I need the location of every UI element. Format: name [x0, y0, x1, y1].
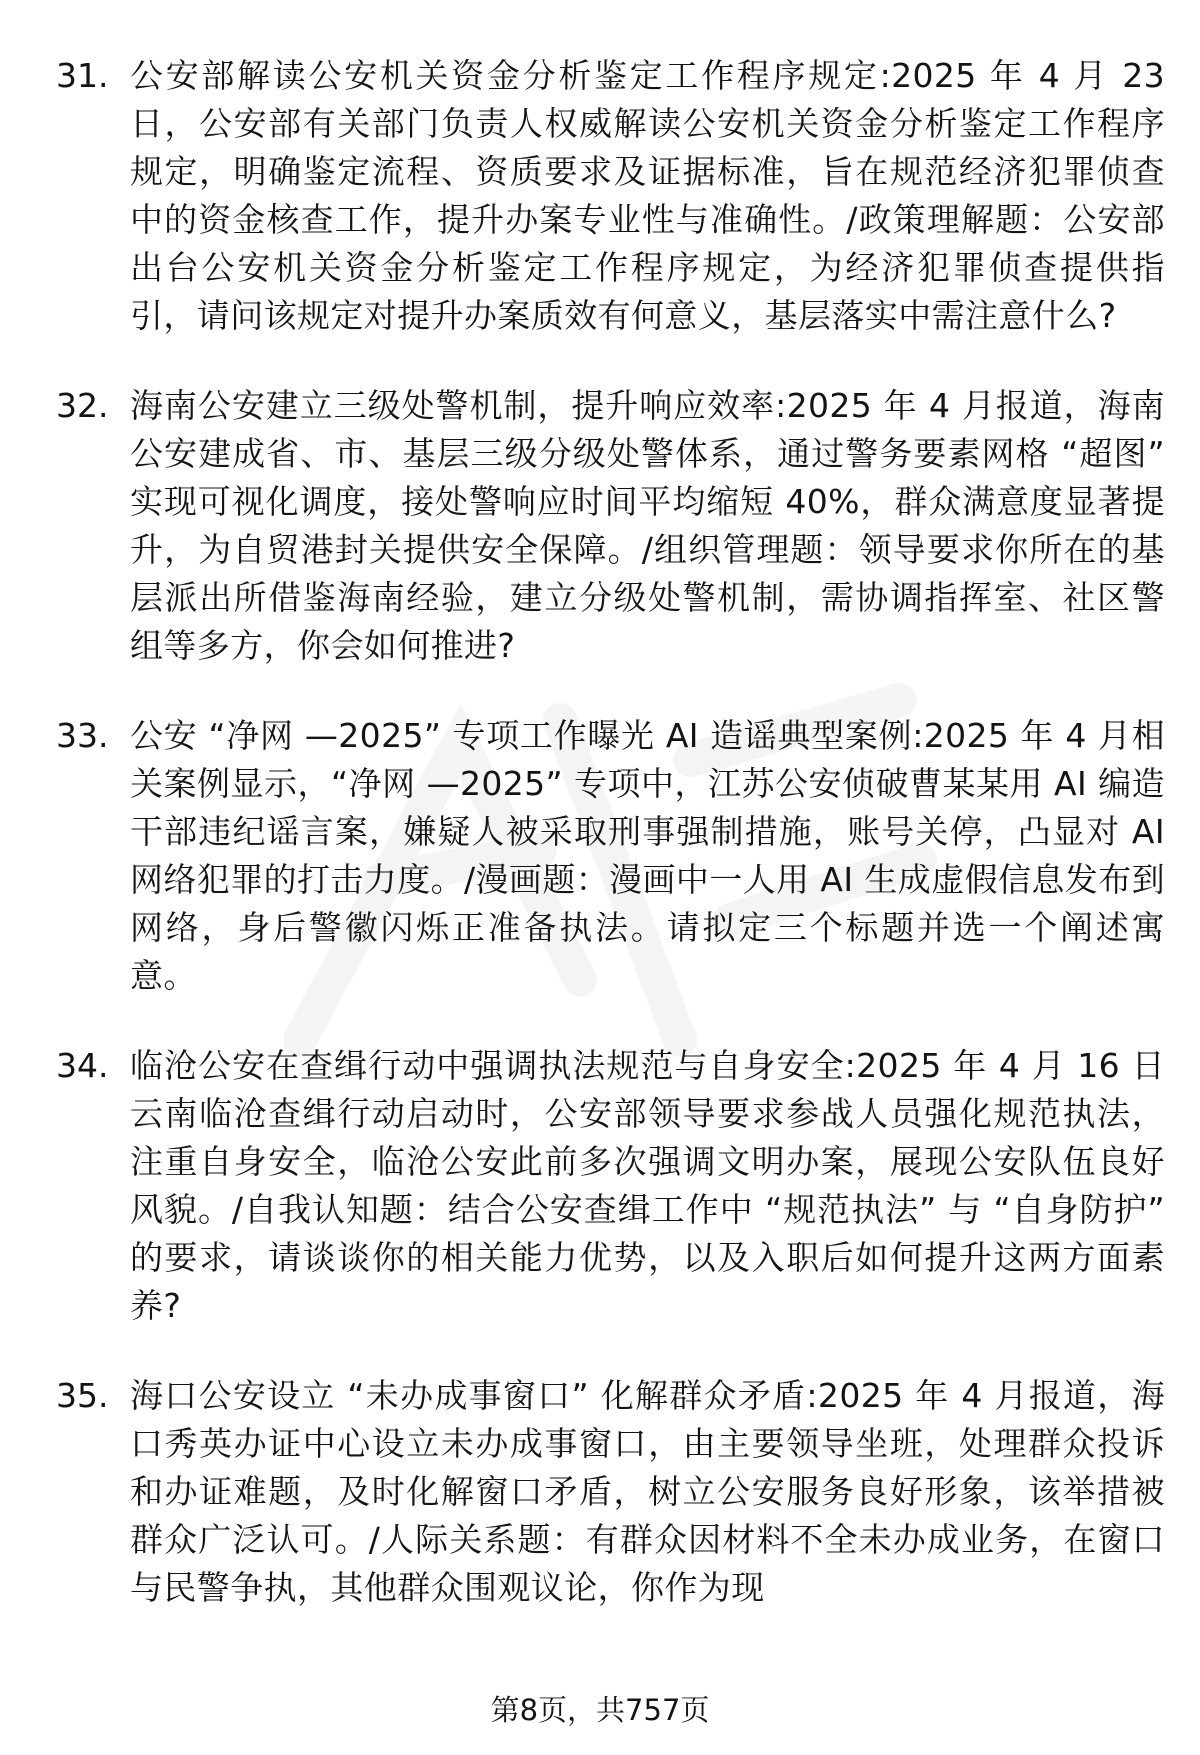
- page-footer: 第8页，共757页: [490, 1693, 710, 1727]
- question-number: 31.: [56, 56, 109, 95]
- question-item: [0, 1372, 1200, 1612]
- question-text: 临沧公安在查缉行动中强调执法规范与自身安全:2025 年 4 月 16 日云南临沧查缉行动启动时，公安部领导要求参战人员强化规范执法，注重自身安全，临沧公安此前多次强调文明办案，展现公安队伍良好风貌。/自我认知题：结合公安查缉工作中 “规范执法” 与 “自身防护” 的要求，请谈谈你的相关能力优势，以及入职后如何提升这两方面素养?: [130, 1046, 1165, 1325]
- question-item: [0, 1042, 1200, 1330]
- question-text: 公安 “净网 —2025” 专项工作曝光 AI 造谣典型案例:2025 年 4 月相关案例显示，“净网 —2025” 专项中，江苏公安侦破曹某某用 AI 编造干部违纪谣言案，嫌疑人被采取刑事强制措施，账号关停，凸显对 AI 网络犯罪的打击力度。/漫画题：漫画中一人用 AI 生成虚假信息发布到网络，身后警徽闪烁正准备执法。请拟定三个标题并选一个阐述寓意。: [130, 716, 1166, 995]
- question-text: 海南公安建立三级处警机制，提升响应效率:2025 年 4 月报道，海南公安建成省、市、基层三级分级处警体系，通过警务要素网格 “超图” 实现可视化调度，接处警响应时间平均缩短 40%，群众满意度显著提升，为自贸港封关提供安全保障。/组织管理题：领导要求你所在的基层派出所借鉴海南经验，建立分级处警机制，需协调指挥室、社区警组等多方，你会如何推进?: [130, 386, 1165, 665]
- question-item: [0, 382, 1200, 670]
- question-number: 33.: [56, 716, 109, 755]
- question-number: 32.: [56, 386, 109, 425]
- question-number: 34.: [56, 1046, 109, 1085]
- question-text: 海口公安设立 “未办成事窗口” 化解群众矛盾:2025 年 4 月报道，海口秀英办证中心设立未办成事窗口，由主要领导坐班，处理群众投诉和办证难题，及时化解窗口矛盾，树立公安服务良好形象，该举措被群众广泛认可。/人际关系题：有群众因材料不全未办成业务，在窗口与民警争执，其他群众围观议论，你作为现: [130, 1376, 1165, 1607]
- question-list: [0, 52, 1200, 1654]
- question-text: 公安部解读公安机关资金分析鉴定工作程序规定:2025 年 4 月 23 日，公安部有关部门负责人权威解读公安机关资金分析鉴定工作程序规定，明确鉴定流程、资质要求及证据标准，旨在规范经济犯罪侦查中的资金核查工作，提升办案专业性与准确性。/政策理解题：公安部出台公安机关资金分析鉴定工作程序规定，为经济犯罪侦查提供指引，请问该规定对提升办案质效有何意义，基层落实中需注意什么?: [130, 56, 1165, 335]
- question-number: 35.: [56, 1376, 109, 1415]
- question-item: [0, 712, 1200, 1000]
- question-item: [0, 52, 1200, 340]
